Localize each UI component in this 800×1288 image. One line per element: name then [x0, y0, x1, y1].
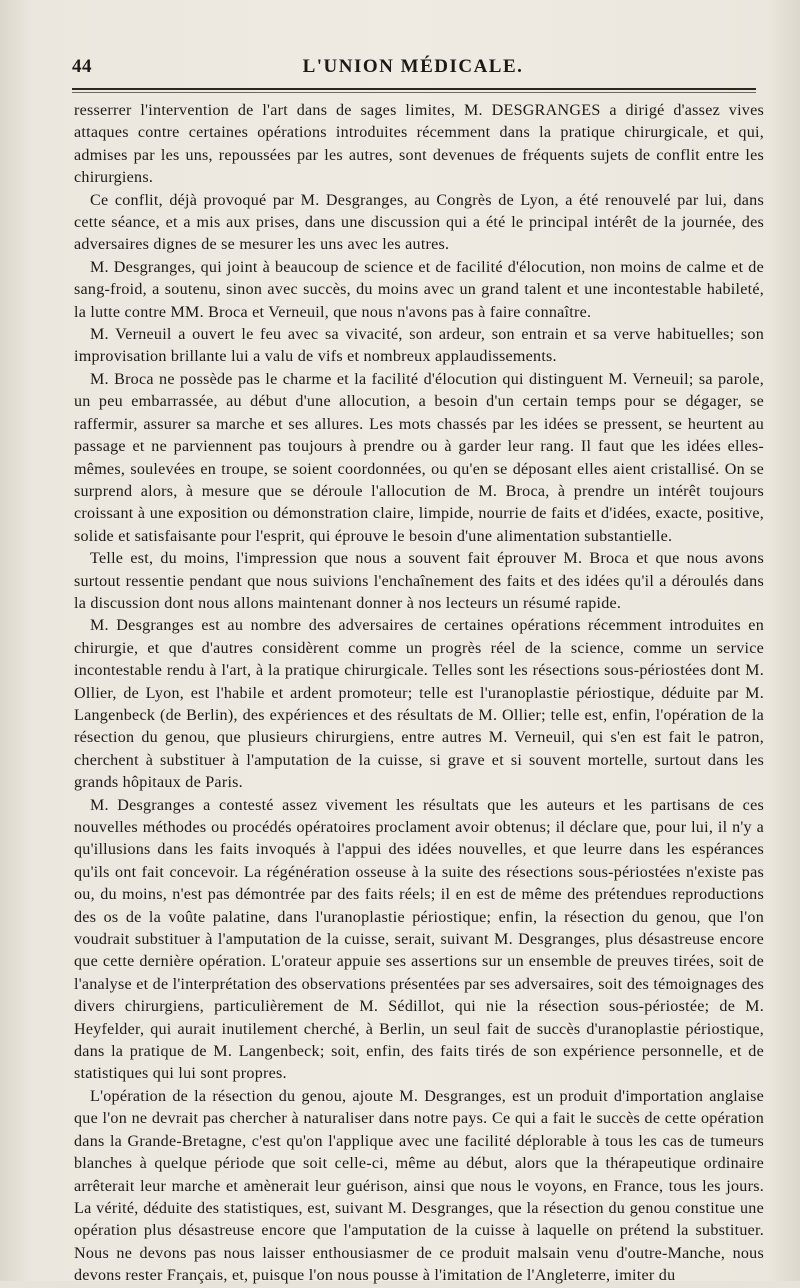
running-title: L'UNION MÉDICALE.	[302, 56, 524, 77]
paragraph: M. Desgranges est au nombre des adversaires de certaines opérations récemment introduites en chirurgie, et que d'autres considèrent comme un progrès réel de la science, comme un service incontestable rendu à l'art, à la pratique chirurgicale. Telles sont les résections sous-périostées dont M. Ollier, de Lyon, est l'habile et ardent promoteur; telle est l'uranoplastie périostique, déduite par M. Langenbeck (de Berlin), des expériences et des résultats de M. Ollier; telle est, enfin, l'opération de la résection du genou, que plusieurs chirurgiens, entre autres M. Verneuil, qui s'en est fait le patron, cherchent à substituer à l'amputation de la cuisse, si grave et si souvent mortelle, surtout dans les grands hôpitaux de Paris.	[74, 617, 764, 792]
page-header	[70, 56, 756, 86]
article-body	[74, 100, 764, 1288]
paragraph: resserrer l'intervention de l'art dans de sages limites, M. DESGRANGES a dirigé d'assez vives attaques contre certaines opérations introduites récemment dans la pratique chirurgicale, et qui, admises par les uns, repoussées par les autres, sont devenues de fréquents sujets de conflit entre les chirurgiens.	[74, 102, 764, 187]
header-rule	[72, 88, 756, 90]
paragraph: Ce conflit, déjà provoqué par M. Desgranges, au Congrès de Lyon, a été renouvelé par lui, dans cette séance, et a mis aux prises, dans une discussion qui a été le principal intérêt de la journée, des adversaires dignes de se mesurer les uns avec les autres.	[74, 191, 764, 254]
paragraph: M. Broca ne possède pas le charme et la facilité d'élocution qui distinguent M. Verneuil; sa parole, un peu embarrassée, au début d'une allocution, a besoin d'un certain temps pour se dégager, se raffermir, assurer sa marche et ses allures. Les mots chassés par les idées se pressent, se heurtent au passage et ne parviennent pas toujours à prendre ou à garder leur rang. Il faut que les idées elles-mêmes, soulevées en troupe, se soient coordonnées, ou qu'en se déposant elles aient cristallisé. On se surprend alors, à mesure que se déroule l'allocution de M. Broca, à prendre un intérêt toujours croissant à une exposition ou démonstration claire, limpide, nourrie de faits et d'idées, exacte, positive, solide et satisfaisante pour l'esprit, qui éprouve le besoin d'une alimentation substantielle.	[74, 370, 764, 545]
paragraph: M. Verneuil a ouvert le feu avec sa vivacité, son ardeur, son entrain et sa verve habituelles; son improvisation brillante lui a valu de vifs et nombreux applaudissements.	[74, 326, 764, 366]
paragraph: M. Desgranges a contesté assez vivement les résultats que les auteurs et les partisans de ces nouvelles méthodes ou procédés opératoires proclament avoir obtenus; il déclare que, pour lui, il n'y a qu'illusions dans les faits invoqués à l'appui des idées nouvelles, et que leurre dans les espérances qu'ils ont fait concevoir. La régénération osseuse à la suite des résections sous-périostées n'existe pas ou, du moins, n'est pas démontrée par des faits réels; il en est de même des prétendues reproductions des os de la voûte palatine, dans l'uranoplastie périostique; enfin, la résection du genou, que l'on voudrait substituer à l'amputation de la cuisse, serait, suivant M. Desgranges, plus désastreuse encore que cette dernière opération. L'orateur appuie ses assertions sur un ensemble de preuves tirées, soit de l'analyse et de l'interprétation des observations présentées par ses adversaires, soit des témoignages des divers chirurgiens, particulièrement de M. Sédillot, qui nie la résection sous-périostée; de M. Heyfelder, qui aurait inutilement cherché, à Berlin, un seul fait de succès d'uranoplastie périostique, dans la pratique de M. Langenbeck; soit, enfin, des faits tirés de son expérience personnelle, et de statistiques qui lui sont propres.	[74, 796, 764, 1083]
paragraph: M. Desgranges, qui joint à beaucoup de science et de facilité d'élocution, non moins de calme et de sang-froid, a soutenu, sinon avec succès, du moins avec un grand talent et une incontestable habileté, la lutte contre MM. Broca et Verneuil, que nous n'avons pas à faire connaître.	[74, 258, 764, 321]
page-number: 44	[72, 56, 92, 77]
header-rule-thin	[72, 92, 756, 93]
paragraph: Telle est, du moins, l'impression que nous a souvent fait éprouver M. Broca et que nous avons surtout ressentie pendant que nous suivions l'enchaînement des faits et des idées qu'il a déroulés dans la discussion dont nous allons maintenant donner à nos lecteurs un résumé rapide.	[74, 550, 764, 612]
paragraph: L'opération de la résection du genou, ajoute M. Desgranges, est un produit d'importation anglaise que l'on ne devrait pas chercher à naturaliser dans notre pays. Ce qui a fait le succès de cette opération dans la Grande-Bretagne, c'est qu'on l'applique avec une facilité déplorable à tous les cas de tumeurs blanches à quelque période que soit celle-ci, même au début, alors que la thérapeutique ordinaire arrêterait leur marche et amènerait leur guérison, ainsi que nous le voyons, en France, tous les jours. La vérité, déduite des statistiques, est, suivant M. Desgranges, que la résection du genou constitue une opération plus désastreuse encore que l'amputation de la cuisse à laquelle on prétend la substituer. Nous ne devons pas nous laisser enthousiasmer de ce produit malsain venu d'outre-Manche, nous devons rester Français, et, puisque l'on nous pousse à l'imitation de l'Angleterre, imiter du	[74, 1087, 764, 1285]
